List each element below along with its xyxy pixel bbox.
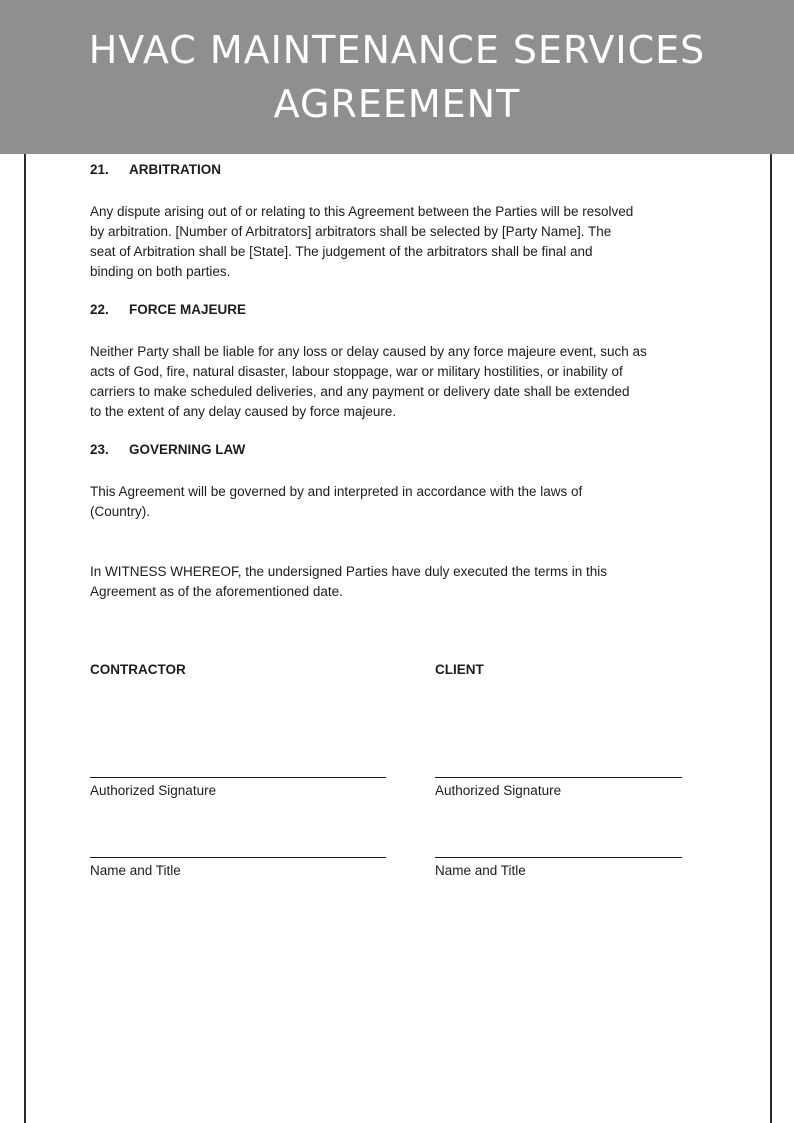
- section-heading-governing-law: [90, 442, 245, 457]
- body-line: Neither Party shall be liable for any loss or delay caused by any force majeure event, such as: [90, 344, 647, 359]
- section-title: GOVERNING LAW: [129, 442, 246, 457]
- document-title-line-2: AGREEMENT: [273, 82, 521, 126]
- contractor-name-line[interactable]: [90, 857, 386, 858]
- contractor-label: CONTRACTOR: [90, 662, 186, 677]
- section-body-force-majeure: [90, 342, 720, 422]
- title-banner: [0, 0, 794, 154]
- client-signature-caption: Authorized Signature: [435, 783, 562, 798]
- body-line: acts of God, fire, natural disaster, labour stoppage, war or military hostilities, or inability of: [90, 364, 623, 379]
- section-title: ARBITRATION: [129, 162, 221, 177]
- document-title-line-1: HVAC MAINTENANCE SERVICES: [88, 28, 706, 72]
- body-line: by arbitration. [Number of Arbitrators] arbitrators shall be selected by [Party Name]. The: [90, 224, 612, 239]
- witness-clause: [90, 562, 720, 602]
- body-line: binding on both parties.: [90, 264, 231, 279]
- body-line: carriers to make scheduled deliveries, and any payment or delivery date shall be extended: [90, 384, 630, 399]
- contractor-signature-caption: Authorized Signature: [90, 783, 217, 798]
- body-line: seat of Arbitration shall be [State]. The judgement of the arbitrators shall be final and: [90, 244, 593, 259]
- section-number: 21.: [90, 162, 109, 177]
- body-line: to the extent of any delay caused by force majeure.: [90, 404, 397, 419]
- body-line: (Country).: [90, 504, 151, 519]
- body-line: This Agreement will be governed by and interpreted in accordance with the laws of: [90, 484, 583, 499]
- section-heading-arbitration: [90, 162, 221, 177]
- body-line: Any dispute arising out of or relating to this Agreement between the Parties will be resolved: [90, 204, 634, 219]
- client-name-line[interactable]: [435, 857, 682, 858]
- client-name-caption: Name and Title: [435, 863, 526, 878]
- contractor-name-caption: Name and Title: [90, 863, 181, 878]
- section-number: 23.: [90, 442, 109, 457]
- document-page: [24, 154, 772, 1123]
- section-number: 22.: [90, 302, 109, 317]
- section-heading-force-majeure: [90, 302, 246, 317]
- body-line: In WITNESS WHEREOF, the undersigned Parties have duly executed the terms in this: [90, 564, 607, 579]
- client-signature-line[interactable]: [435, 777, 682, 778]
- contractor-signature-line[interactable]: [90, 777, 386, 778]
- client-label: CLIENT: [435, 662, 484, 677]
- section-title: FORCE MAJEURE: [129, 302, 247, 317]
- section-body-governing-law: [90, 482, 720, 522]
- section-body-arbitration: [90, 202, 720, 282]
- body-line: Agreement as of the aforementioned date.: [90, 584, 343, 599]
